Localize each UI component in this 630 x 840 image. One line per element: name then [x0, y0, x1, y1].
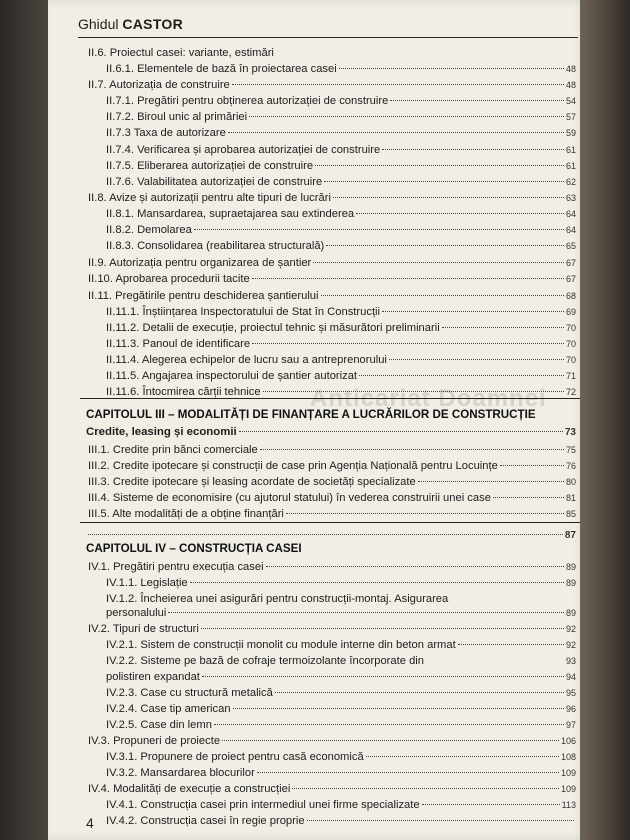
toc-entry-page: 72 [565, 387, 576, 397]
toc-entry-page: 61 [565, 161, 576, 171]
leader-dots [418, 481, 564, 482]
toc-entry [88, 734, 576, 749]
leader-dots [333, 197, 564, 198]
toc-entry-page: 108 [560, 752, 576, 762]
toc-entry-page: 75 [565, 445, 576, 455]
toc-entry [106, 766, 576, 781]
toc-entry-title: II.8.2. Demolarea [106, 224, 192, 236]
toc-entry [106, 814, 576, 829]
toc-entry [88, 622, 576, 637]
toc-entry [106, 638, 576, 653]
toc-entry-title: IV.1.2. Încheierea unei asigurări pentru construcții-montaj. Asigurarea [106, 593, 449, 605]
toc-entry-page: 61 [565, 145, 576, 155]
toc-entry-title: II.7. Autorizația de construire [88, 79, 230, 91]
toc-entry [88, 272, 576, 287]
toc-entry-page: 64 [565, 225, 576, 235]
leader-dots [233, 708, 564, 709]
toc-entry [88, 289, 576, 304]
leader-dots [359, 375, 564, 376]
toc-entry-page: 59 [565, 128, 576, 138]
toc-entry-page: 69 [565, 307, 576, 317]
leader-dots [263, 391, 564, 392]
leader-dots [252, 278, 564, 279]
leader-dots [260, 449, 564, 450]
toc-entry [88, 491, 576, 506]
toc-entry-page: 85 [565, 509, 576, 519]
chapter-3-subtitle-row [86, 425, 576, 440]
leader-dots [214, 724, 564, 725]
page-number: 4 [86, 815, 94, 831]
toc-entry-page: 48 [565, 80, 576, 90]
toc-entry-page: 48 [565, 64, 576, 74]
toc-entry-page: 96 [565, 704, 576, 714]
toc-entry-title: personalului [106, 607, 167, 619]
toc-entry [106, 143, 576, 158]
chapter-4-title: CAPITOLUL IV – CONSTRUCȚIA CASEI [86, 542, 302, 555]
toc-entry-title: II.11.6. Întocmirea cărții tehnice [106, 386, 261, 398]
toc-entry [88, 475, 576, 490]
toc-entry [106, 321, 576, 336]
toc-entry-page: 67 [565, 274, 576, 284]
leader-dots [228, 132, 564, 133]
leader-dots [307, 820, 574, 821]
toc-entry-title: IV.1.1. Legislație [106, 577, 188, 589]
toc-entry [88, 507, 576, 522]
leader-dots [390, 100, 564, 101]
toc-entry [106, 592, 576, 607]
leader-dots [356, 213, 564, 214]
toc-entry-page: 63 [565, 193, 576, 203]
toc-entry [88, 46, 576, 61]
toc-entry [106, 686, 576, 701]
toc-entry [106, 175, 576, 190]
toc-entry-title: II.10. Aprobarea procedurii tacite [88, 273, 250, 285]
chapter-4-page-row [86, 528, 576, 543]
toc-entry-title: III.1. Credite prin bănci comerciale [88, 444, 258, 456]
toc-entry-title: II.7.6. Valabilitatea autorizației de construire [106, 176, 323, 188]
toc-entry [106, 369, 576, 384]
chapter-3-page: 73 [564, 427, 576, 438]
leader-dots [249, 116, 564, 117]
header-prefix: Ghidul [78, 16, 119, 32]
toc-entry [106, 110, 576, 125]
toc-entry-title: IV.3. Propuneri de proiecte [88, 735, 221, 747]
toc-entry-page: 106 [560, 736, 576, 746]
toc-entry-page: 65 [565, 241, 576, 251]
leader-dots [201, 628, 564, 629]
toc-entry-page: 76 [565, 461, 576, 471]
toc-entry-title: III.4. Sisteme de economisire (cu ajutorul statului) în vederea construirii unei case [88, 492, 491, 504]
toc-entry [106, 94, 576, 109]
leader-dots [493, 497, 564, 498]
toc-entry-title: II.7.2. Biroul unic al primăriei [106, 111, 248, 123]
toc-entry-title: II.7.3 Taxa de autorizare [106, 127, 226, 139]
toc-entry-title: IV.2.2. Sisteme pe bază de cofraje termoizolante încorporate din [106, 655, 424, 667]
toc-entry [106, 239, 576, 254]
leader-dots [315, 165, 564, 166]
toc-entry-page: 54 [565, 96, 576, 106]
leader-dots [222, 740, 559, 741]
leader-dots [389, 359, 564, 360]
toc-entry-page: 97 [565, 720, 576, 730]
toc-entry [106, 750, 576, 765]
toc-entry-title: III.5. Alte modalități de a obține finanțări [88, 508, 284, 520]
toc-entry-title: II.7.4. Verificarea și aprobarea autorizației de construire [106, 144, 381, 156]
toc-entry-title: II.6.1. Elementele de bază în proiectarea casei [106, 63, 337, 75]
leader-dots [313, 262, 564, 263]
toc-entry-title: II.8.3. Consolidarea (reabilitarea structurală) [106, 240, 325, 252]
watermark: Anticariat Doamnei [310, 385, 547, 412]
leader-dots [252, 343, 564, 344]
toc-entry [106, 654, 576, 669]
toc-entry-title: II.7.5. Eliberarea autorizației de construire [106, 160, 314, 172]
toc-entry [106, 385, 576, 400]
toc-entry-page: 92 [565, 624, 576, 634]
toc-entry-title: II.8.1. Mansardarea, supraetajarea sau extinderea [106, 208, 355, 220]
leader-dots [321, 295, 564, 296]
toc-entry-page: 62 [565, 177, 576, 187]
leader-dots [275, 692, 564, 693]
toc-entry-title: IV.4. Modalități de execuție a construcției [88, 783, 291, 795]
toc-entry [88, 443, 576, 458]
toc-entry-page: 95 [565, 688, 576, 698]
leader-dots [286, 513, 564, 514]
leader-dots [190, 582, 564, 583]
leader-dots [326, 245, 564, 246]
leader-dots [168, 612, 564, 613]
toc-entry [106, 305, 576, 320]
leader-dots [366, 756, 559, 757]
toc-entry-title: IV.2.1. Sistem de construcții monolit cu module interne din beton armat [106, 639, 456, 651]
leader-dots [257, 772, 559, 773]
toc-entry-title: IV.2.3. Case cu structură metalică [106, 687, 273, 699]
toc-entry-page: 93 [565, 656, 576, 666]
toc-entry-title: IV.1. Pregătiri pentru execuția casei [88, 561, 264, 573]
leader-dots [422, 804, 560, 805]
chapter-separator [80, 522, 580, 523]
toc-entry-title: IV.3.1. Propunere de proiect pentru casă economică [106, 751, 364, 763]
toc-entry [106, 223, 576, 238]
toc-entry [106, 126, 576, 141]
toc-entry-page: 70 [565, 323, 576, 333]
toc-entry-title: III.2. Credite ipotecare și construcții de case prin Agenția Națională pentru Locuințe [88, 460, 498, 472]
toc-entry [106, 798, 576, 813]
toc-entry-title: IV.2.4. Case tip american [106, 703, 231, 715]
toc-entry-title: II.11.4. Alegerea echipelor de lucru sau a antreprenorului [106, 354, 387, 366]
leader-dots [88, 534, 563, 535]
leader-dots [324, 181, 564, 182]
leader-dots [382, 149, 564, 150]
toc-entry-title: II.11.1. Înștiințarea Inspectoratului de Stat în Construcții [106, 306, 381, 318]
toc-entry-title: IV.3.2. Mansardarea blocurilor [106, 767, 255, 779]
toc-entry-title: polistiren expandat [106, 671, 200, 683]
toc-entry-page: 70 [565, 355, 576, 365]
toc-entry-page: 92 [565, 640, 576, 650]
toc-entry [88, 78, 576, 93]
toc-entry-title: IV.2. Tipuri de structuri [88, 623, 199, 635]
chapter-3-subtitle: Credite, leasing și economii [86, 426, 237, 438]
toc-entry [88, 560, 576, 575]
toc-entry-page: 70 [565, 339, 576, 349]
header-title: CASTOR [122, 16, 184, 32]
toc-entry-page: 81 [565, 493, 576, 503]
toc-entry-page: 89 [565, 562, 576, 572]
toc-entry-page: 89 [565, 578, 576, 588]
chapter-3-title: CAPITOLUL III – MODALITĂȚI DE FINANȚARE A LUCRĂRILOR DE CONSTRUCȚIE [86, 408, 536, 421]
toc-entry-page: 64 [565, 209, 576, 219]
toc-entry-page: 109 [560, 784, 576, 794]
toc-entry-title: II.7.1. Pregătiri pentru obținerea autorizației de construire [106, 95, 389, 107]
toc-entry-page: 68 [565, 291, 576, 301]
toc-entry [106, 62, 576, 77]
toc-entry-page: 80 [565, 477, 576, 487]
leader-dots [292, 788, 559, 789]
toc-entry-page: 71 [565, 371, 576, 381]
leader-dots [442, 327, 564, 328]
toc-entry-title: II.11.3. Panoul de identificare [106, 338, 251, 350]
toc-entry [106, 718, 576, 733]
toc-entry [88, 191, 576, 206]
toc-entry-page: 57 [565, 112, 576, 122]
toc-entry-title: III.3. Credite ipotecare și leasing acordate de societăți specializate [88, 476, 416, 488]
toc-entry [106, 606, 576, 621]
toc-entry [106, 576, 576, 591]
toc-entry-title: IV.4.1. Construcția casei prin intermediul unei firme specializate [106, 799, 420, 811]
toc-entry-page: 67 [565, 258, 576, 268]
toc-entry-title: IV.4.2. Construcția casei în regie proprie [106, 815, 305, 827]
toc-entry [88, 256, 576, 271]
toc-entry [106, 702, 576, 717]
leader-dots [239, 431, 563, 432]
toc-entry-title: IV.2.5. Case din lemn [106, 719, 212, 731]
leader-dots [202, 676, 564, 677]
toc-entry [106, 159, 576, 174]
toc-entry [106, 337, 576, 352]
toc-entry-page: 89 [565, 608, 576, 618]
leader-dots [266, 566, 564, 567]
leader-dots [194, 229, 564, 230]
toc-entry [106, 670, 576, 685]
leader-dots [232, 84, 564, 85]
toc-entry [88, 782, 576, 797]
toc-entry-page: 109 [560, 768, 576, 778]
toc-entry-page: 113 [561, 800, 576, 810]
toc-entry [106, 207, 576, 222]
toc-entry-title: II.11. Pregătirile pentru deschiderea șantierului [88, 290, 319, 302]
leader-dots [458, 644, 564, 645]
toc-entry-title: II.8. Avize și autorizații pentru alte tipuri de lucrări [88, 192, 331, 204]
toc-entry-title: II.11.5. Angajarea inspectorului de șantier autorizat [106, 370, 358, 382]
toc-entry-title: II.9. Autorizația pentru organizarea de șantier [88, 257, 312, 269]
leader-dots [382, 311, 564, 312]
toc-entry-title: II.6. Proiectul casei: variante, estimări [88, 47, 274, 59]
leader-dots [339, 68, 564, 69]
leader-dots [500, 465, 564, 466]
toc-entry-page: 94 [565, 672, 576, 682]
toc-entry-title: II.11.2. Detalii de execuție, proiectul tehnic și măsurători preliminarii [106, 322, 440, 334]
chapter-4-page: 87 [564, 530, 576, 541]
toc-entry [106, 353, 576, 368]
toc-entry [88, 459, 576, 474]
